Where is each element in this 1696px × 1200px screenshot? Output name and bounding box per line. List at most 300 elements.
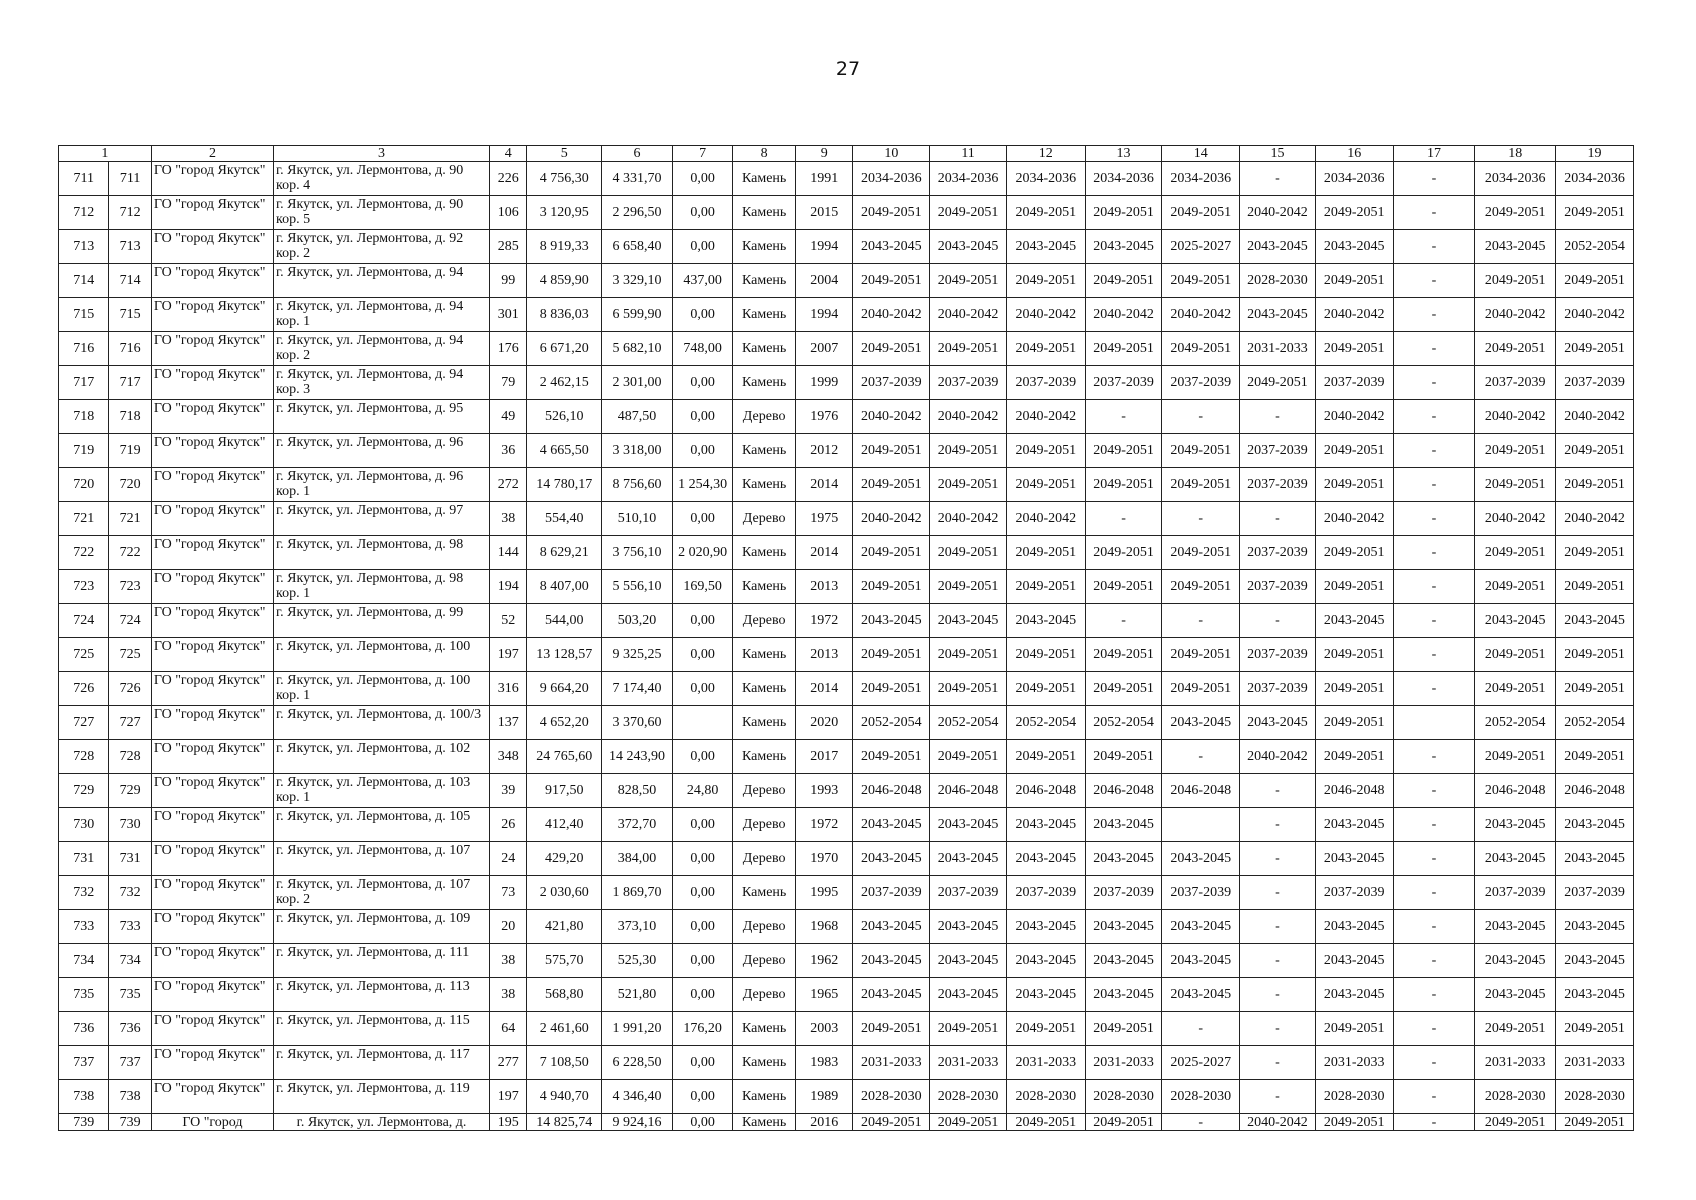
- table-cell: г. Якутск, ул. Лермонтова, д. 100/3: [274, 706, 490, 740]
- table-cell: 2049-2051: [930, 332, 1007, 366]
- table-cell: 2040-2042: [1556, 502, 1634, 536]
- table-cell: 277: [490, 1046, 527, 1080]
- table-cell: 2034-2036: [1315, 162, 1393, 196]
- table-cell: 2049-2051: [1085, 638, 1162, 672]
- table-cell: 2049-2051: [930, 434, 1007, 468]
- table-cell: 0,00: [672, 1114, 733, 1131]
- table-cell: 3 329,10: [602, 264, 673, 298]
- table-cell: 0,00: [672, 196, 733, 230]
- table-cell: 2052-2054: [1556, 706, 1634, 740]
- table-cell: Камень: [733, 740, 796, 774]
- table-row: [59, 366, 1634, 400]
- table-cell: 2049-2051: [1556, 468, 1634, 502]
- table-cell: 2049-2051: [1315, 434, 1393, 468]
- table-cell: 0,00: [672, 944, 733, 978]
- table-cell: 2016: [795, 1114, 853, 1131]
- table-cell: -: [1393, 536, 1475, 570]
- table-cell: 2003: [795, 1012, 853, 1046]
- table-cell: 733: [109, 910, 151, 944]
- table-cell: 2040-2042: [1315, 400, 1393, 434]
- table-cell: 2049-2051: [1240, 366, 1316, 400]
- table-row: [59, 298, 1634, 332]
- table-cell: 2043-2045: [1162, 842, 1240, 876]
- table-cell: г. Якутск, ул. Лермонтова, д. 103 кор. 1: [274, 774, 490, 808]
- table-cell: 1989: [795, 1080, 853, 1114]
- table-cell: 2043-2045: [1475, 910, 1556, 944]
- table-cell: 2031-2033: [1315, 1046, 1393, 1080]
- table-cell: 2043-2045: [930, 230, 1007, 264]
- table-cell: 2037-2039: [1085, 876, 1162, 910]
- table-cell: 2043-2045: [1315, 842, 1393, 876]
- table-cell: 2049-2051: [1315, 468, 1393, 502]
- table-row: [59, 604, 1634, 638]
- table-cell: 2040-2042: [1240, 1114, 1316, 1131]
- table-cell: 14 825,74: [527, 1114, 602, 1131]
- table-cell: Камень: [733, 1080, 796, 1114]
- table-cell: ГО "город Якутск": [151, 400, 273, 434]
- table-cell: 2049-2051: [1006, 1114, 1085, 1131]
- table-cell: -: [1393, 1080, 1475, 1114]
- table-cell: 2043-2045: [930, 604, 1007, 638]
- table-cell: 2052-2054: [930, 706, 1007, 740]
- table-cell: 2 296,50: [602, 196, 673, 230]
- table-cell: 722: [59, 536, 109, 570]
- table-cell: -: [1393, 162, 1475, 196]
- table-cell: 2049-2051: [1556, 1012, 1634, 1046]
- table-row: [59, 536, 1634, 570]
- table-cell: ГО "город Якутск": [151, 876, 273, 910]
- table-cell: 2028-2030: [1556, 1080, 1634, 1114]
- table-cell: 2037-2039: [1240, 536, 1316, 570]
- table-cell: 738: [109, 1080, 151, 1114]
- table-cell: 554,40: [527, 502, 602, 536]
- table-cell: 2046-2048: [1085, 774, 1162, 808]
- table-cell: 715: [109, 298, 151, 332]
- table-cell: 2052-2054: [1556, 230, 1634, 264]
- table-cell: 1999: [795, 366, 853, 400]
- table-cell: 1994: [795, 298, 853, 332]
- table-cell: 2049-2051: [1315, 332, 1393, 366]
- table-cell: 2 461,60: [527, 1012, 602, 1046]
- table-cell: 2049-2051: [1162, 264, 1240, 298]
- table-cell: -: [1393, 196, 1475, 230]
- table-cell: -: [1240, 400, 1316, 434]
- table-cell: 2049-2051: [853, 536, 930, 570]
- table-cell: Камень: [733, 434, 796, 468]
- table-cell: Камень: [733, 332, 796, 366]
- table-cell: 723: [59, 570, 109, 604]
- table-cell: г. Якутск, ул. Лермонтова, д. 100 кор. 1: [274, 672, 490, 706]
- table-cell: 2049-2051: [930, 740, 1007, 774]
- table-cell: 2043-2045: [853, 604, 930, 638]
- table-cell: 711: [59, 162, 109, 196]
- table-cell: 2040-2042: [1475, 298, 1556, 332]
- table-cell: 2049-2051: [1085, 1114, 1162, 1131]
- table-row: [59, 1012, 1634, 1046]
- table-cell: 2040-2042: [1006, 502, 1085, 536]
- table-cell: -: [1393, 808, 1475, 842]
- table-cell: 2043-2045: [1085, 944, 1162, 978]
- table-cell: 2014: [795, 672, 853, 706]
- table-cell: 3 756,10: [602, 536, 673, 570]
- table-cell: 2037-2039: [1556, 366, 1634, 400]
- table-cell: 2013: [795, 638, 853, 672]
- table-row: [59, 774, 1634, 808]
- table-cell: -: [1393, 842, 1475, 876]
- table-cell: 2043-2045: [853, 944, 930, 978]
- table-cell: 2049-2051: [853, 1114, 930, 1131]
- table-cell: 3 120,95: [527, 196, 602, 230]
- table-cell: ГО "город Якутск": [151, 196, 273, 230]
- table-row: [59, 570, 1634, 604]
- table-cell: 2028-2030: [1315, 1080, 1393, 1114]
- table-cell: 2043-2045: [930, 910, 1007, 944]
- table-cell: 2049-2051: [1556, 536, 1634, 570]
- table-cell: 2049-2051: [1475, 468, 1556, 502]
- table-cell: 2043-2045: [1556, 842, 1634, 876]
- table-cell: 6 228,50: [602, 1046, 673, 1080]
- table-cell: 575,70: [527, 944, 602, 978]
- table-cell: -: [1162, 1114, 1240, 1131]
- table-cell: -: [1240, 1046, 1316, 1080]
- table-cell: 2 462,15: [527, 366, 602, 400]
- table-cell: Дерево: [733, 400, 796, 434]
- table-cell: г. Якутск, ул. Лермонтова, д. 100: [274, 638, 490, 672]
- table-cell: 2034-2036: [853, 162, 930, 196]
- table-cell: 2043-2045: [1315, 808, 1393, 842]
- table-cell: 372,70: [602, 808, 673, 842]
- table-cell: 2037-2039: [1240, 434, 1316, 468]
- header-cell: 4: [490, 146, 527, 162]
- table-cell: -: [1393, 434, 1475, 468]
- table-cell: 726: [109, 672, 151, 706]
- table-cell: 2043-2045: [1475, 842, 1556, 876]
- table-cell: 5 556,10: [602, 570, 673, 604]
- table-cell: Дерево: [733, 842, 796, 876]
- table-cell: 526,10: [527, 400, 602, 434]
- table-cell: 2046-2048: [1162, 774, 1240, 808]
- table-cell: 6 658,40: [602, 230, 673, 264]
- table-cell: Камень: [733, 638, 796, 672]
- table-cell: 2049-2051: [1085, 536, 1162, 570]
- table-cell: 5 682,10: [602, 332, 673, 366]
- table-cell: 4 665,50: [527, 434, 602, 468]
- table-cell: ГО "город Якутск": [151, 1046, 273, 1080]
- table-cell: 2049-2051: [1315, 740, 1393, 774]
- table-cell: 732: [59, 876, 109, 910]
- table-row: [59, 978, 1634, 1012]
- table-cell: 730: [109, 808, 151, 842]
- table-cell: 738: [59, 1080, 109, 1114]
- table-row: [59, 1046, 1634, 1080]
- table-cell: г. Якутск, ул. Лермонтова, д. 90 кор. 5: [274, 196, 490, 230]
- table-cell: 24 765,60: [527, 740, 602, 774]
- table-cell: 2049-2051: [1475, 638, 1556, 672]
- table-cell: ГО "город Якутск": [151, 162, 273, 196]
- table-cell: -: [1162, 1012, 1240, 1046]
- table-cell: г. Якутск, ул. Лермонтова, д. 92 кор. 2: [274, 230, 490, 264]
- table-cell: 1995: [795, 876, 853, 910]
- table-cell: Дерево: [733, 502, 796, 536]
- table-cell: 2046-2048: [1475, 774, 1556, 808]
- table-cell: 1 254,30: [672, 468, 733, 502]
- table-cell: 2037-2039: [1315, 876, 1393, 910]
- table-cell: 2049-2051: [853, 264, 930, 298]
- table-cell: 2037-2039: [853, 876, 930, 910]
- table-cell: 716: [109, 332, 151, 366]
- table-cell: 2040-2042: [1006, 400, 1085, 434]
- table-cell: 2043-2045: [1315, 944, 1393, 978]
- table-row: [59, 230, 1634, 264]
- table-cell: 2031-2033: [1475, 1046, 1556, 1080]
- table-cell: 24: [490, 842, 527, 876]
- table-cell: 2049-2051: [1475, 536, 1556, 570]
- table-cell: 6 671,20: [527, 332, 602, 366]
- table-cell: -: [1240, 842, 1316, 876]
- table-cell: 2031-2033: [930, 1046, 1007, 1080]
- table-cell: 2043-2045: [1085, 910, 1162, 944]
- header-cell: 2: [151, 146, 273, 162]
- table-cell: 2004: [795, 264, 853, 298]
- table-cell: -: [1240, 1080, 1316, 1114]
- table-cell: ГО "город Якутск": [151, 298, 273, 332]
- table-cell: 2046-2048: [853, 774, 930, 808]
- table-cell: ГО "город Якутск": [151, 842, 273, 876]
- table-cell: 2043-2045: [1085, 978, 1162, 1012]
- table-cell: Камень: [733, 570, 796, 604]
- table-cell: 2043-2045: [1315, 604, 1393, 638]
- table-cell: 0,00: [672, 1046, 733, 1080]
- table-cell: 2017: [795, 740, 853, 774]
- table-cell: 348: [490, 740, 527, 774]
- table-cell: 720: [59, 468, 109, 502]
- header-cell: 11: [930, 146, 1007, 162]
- table-cell: 0,00: [672, 876, 733, 910]
- table-cell: 2049-2051: [1162, 638, 1240, 672]
- table-cell: 731: [59, 842, 109, 876]
- table-cell: ГО "город Якутск": [151, 366, 273, 400]
- table-row: [59, 264, 1634, 298]
- table-cell: 272: [490, 468, 527, 502]
- table-cell: ГО "город Якутск": [151, 740, 273, 774]
- table-cell: 2040-2042: [853, 400, 930, 434]
- table-cell: 2040-2042: [930, 298, 1007, 332]
- table-cell: 2049-2051: [1006, 434, 1085, 468]
- table-cell: 2049-2051: [1085, 196, 1162, 230]
- table-cell: -: [1393, 978, 1475, 1012]
- table-cell: 734: [59, 944, 109, 978]
- table-cell: 2049-2051: [1556, 570, 1634, 604]
- table-cell: 2049-2051: [1315, 1012, 1393, 1046]
- table-cell: 732: [109, 876, 151, 910]
- table-cell: 726: [59, 672, 109, 706]
- table-cell: 2052-2054: [1085, 706, 1162, 740]
- table-header: [59, 146, 1634, 162]
- table-cell: Камень: [733, 366, 796, 400]
- table-cell: 1 991,20: [602, 1012, 673, 1046]
- table-cell: Камень: [733, 196, 796, 230]
- table-cell: 2049-2051: [930, 638, 1007, 672]
- table-cell: 2007: [795, 332, 853, 366]
- table-cell: 2043-2045: [1006, 978, 1085, 1012]
- table-cell: ГО "город Якутск": [151, 910, 273, 944]
- table-cell: 2049-2051: [1475, 434, 1556, 468]
- table-cell: 1976: [795, 400, 853, 434]
- table-cell: 2049-2051: [930, 264, 1007, 298]
- table-cell: 2 020,90: [672, 536, 733, 570]
- table-cell: 2052-2054: [1006, 706, 1085, 740]
- table-cell: 2049-2051: [1475, 264, 1556, 298]
- table-cell: г. Якутск, ул. Лермонтова, д. 94 кор. 2: [274, 332, 490, 366]
- table-cell: 2043-2045: [1240, 230, 1316, 264]
- table-cell: 2043-2045: [1475, 808, 1556, 842]
- table-cell: ГО "город Якутск": [151, 264, 273, 298]
- table-cell: -: [1393, 1012, 1475, 1046]
- table-cell: 2043-2045: [1085, 842, 1162, 876]
- table-cell: 2043-2045: [1240, 298, 1316, 332]
- header-cell: 3: [274, 146, 490, 162]
- table-cell: 2049-2051: [1006, 468, 1085, 502]
- table-cell: 734: [109, 944, 151, 978]
- table-cell: 2049-2051: [1556, 196, 1634, 230]
- table-cell: 2028-2030: [1240, 264, 1316, 298]
- table-cell: 2049-2051: [1475, 672, 1556, 706]
- table-cell: 8 407,00: [527, 570, 602, 604]
- table-cell: ГО "город Якутск": [151, 434, 273, 468]
- table-cell: 2037-2039: [1240, 672, 1316, 706]
- table-row: [59, 468, 1634, 502]
- table-cell: 2049-2051: [853, 570, 930, 604]
- table-cell: 828,50: [602, 774, 673, 808]
- table-cell: 2043-2045: [1556, 944, 1634, 978]
- table-cell: 2049-2051: [1006, 570, 1085, 604]
- table-cell: -: [1393, 1114, 1475, 1131]
- table-cell: 0,00: [672, 672, 733, 706]
- table-cell: 2025-2027: [1162, 1046, 1240, 1080]
- table-cell: 510,10: [602, 502, 673, 536]
- table-cell: 2052-2054: [1475, 706, 1556, 740]
- table-cell: 2034-2036: [1475, 162, 1556, 196]
- table-cell: 525,30: [602, 944, 673, 978]
- table-cell: 2049-2051: [930, 196, 1007, 230]
- table-cell: [1393, 706, 1475, 740]
- table-cell: 2014: [795, 468, 853, 502]
- table-cell: 7 174,40: [602, 672, 673, 706]
- table-cell: 0,00: [672, 740, 733, 774]
- table-cell: 727: [59, 706, 109, 740]
- table-cell: -: [1240, 502, 1316, 536]
- table-cell: 2049-2051: [1556, 332, 1634, 366]
- table-cell: 8 756,60: [602, 468, 673, 502]
- header-cell: 13: [1085, 146, 1162, 162]
- table-cell: 2040-2042: [1162, 298, 1240, 332]
- table-cell: 2049-2051: [1556, 638, 1634, 672]
- table-cell: г. Якутск, ул. Лермонтова, д. 94 кор. 1: [274, 298, 490, 332]
- table-cell: 2043-2045: [853, 230, 930, 264]
- table-cell: 568,80: [527, 978, 602, 1012]
- table-cell: 2049-2051: [1556, 264, 1634, 298]
- table-cell: ГО "город Якутск": [151, 604, 273, 638]
- table-cell: 2049-2051: [853, 332, 930, 366]
- table-cell: г. Якутск, ул. Лермонтова, д. 117: [274, 1046, 490, 1080]
- table-cell: 712: [109, 196, 151, 230]
- table-cell: 2049-2051: [1085, 264, 1162, 298]
- table-cell: 731: [109, 842, 151, 876]
- table-cell: г. Якутск, ул. Лермонтова, д. 113: [274, 978, 490, 1012]
- table-cell: 2037-2039: [1006, 876, 1085, 910]
- table-cell: -: [1393, 910, 1475, 944]
- table-cell: г. Якутск, ул. Лермонтова, д.: [274, 1114, 490, 1131]
- table-cell: 2043-2045: [1006, 910, 1085, 944]
- table-cell: 720: [109, 468, 151, 502]
- table-cell: [672, 706, 733, 740]
- table-cell: 169,50: [672, 570, 733, 604]
- table-cell: 2049-2051: [1556, 434, 1634, 468]
- table-cell: 2049-2051: [930, 1114, 1007, 1131]
- table-cell: -: [1085, 400, 1162, 434]
- header-cell: 18: [1475, 146, 1556, 162]
- table-cell: -: [1162, 740, 1240, 774]
- table-cell: 4 346,40: [602, 1080, 673, 1114]
- table-cell: 2043-2045: [1315, 230, 1393, 264]
- table-cell: 285: [490, 230, 527, 264]
- table-cell: 2043-2045: [853, 808, 930, 842]
- table-cell: 8 919,33: [527, 230, 602, 264]
- table-cell: г. Якутск, ул. Лермонтова, д. 97: [274, 502, 490, 536]
- table-cell: Камень: [733, 298, 796, 332]
- table-cell: г. Якутск, ул. Лермонтова, д. 95: [274, 400, 490, 434]
- table-cell: 9 664,20: [527, 672, 602, 706]
- table-cell: Камень: [733, 1114, 796, 1131]
- table-cell: 739: [59, 1114, 109, 1131]
- table-cell: ГО "город Якутск": [151, 1012, 273, 1046]
- table-cell: -: [1240, 978, 1316, 1012]
- table-cell: 2028-2030: [853, 1080, 930, 1114]
- table-row: [59, 876, 1634, 910]
- table-cell: 1993: [795, 774, 853, 808]
- table-cell: 544,00: [527, 604, 602, 638]
- header-row: [59, 146, 1634, 162]
- table-cell: 2049-2051: [1006, 196, 1085, 230]
- table-cell: 735: [59, 978, 109, 1012]
- table-cell: 2040-2042: [930, 400, 1007, 434]
- table-cell: 301: [490, 298, 527, 332]
- table-cell: 2028-2030: [1162, 1080, 1240, 1114]
- table-cell: 2049-2051: [853, 1012, 930, 1046]
- table-cell: 2040-2042: [1006, 298, 1085, 332]
- table-cell: 1 869,70: [602, 876, 673, 910]
- table-cell: 718: [109, 400, 151, 434]
- table-cell: 2049-2051: [1006, 740, 1085, 774]
- table-cell: 2043-2045: [1006, 604, 1085, 638]
- header-cell: 8: [733, 146, 796, 162]
- table-cell: 2037-2039: [1240, 570, 1316, 604]
- table-cell: 2 030,60: [527, 876, 602, 910]
- table-cell: 2043-2045: [1315, 978, 1393, 1012]
- table-cell: 729: [59, 774, 109, 808]
- table-cell: -: [1393, 1046, 1475, 1080]
- table-cell: 2034-2036: [1162, 162, 1240, 196]
- table-cell: 2043-2045: [1085, 808, 1162, 842]
- table-cell: г. Якутск, ул. Лермонтова, д. 115: [274, 1012, 490, 1046]
- table-cell: 176: [490, 332, 527, 366]
- table-cell: 197: [490, 638, 527, 672]
- table-cell: 2049-2051: [1162, 196, 1240, 230]
- table-cell: ГО "город Якутск": [151, 944, 273, 978]
- table-cell: г. Якутск, ул. Лермонтова, д. 119: [274, 1080, 490, 1114]
- table-cell: 721: [109, 502, 151, 536]
- table-cell: Дерево: [733, 978, 796, 1012]
